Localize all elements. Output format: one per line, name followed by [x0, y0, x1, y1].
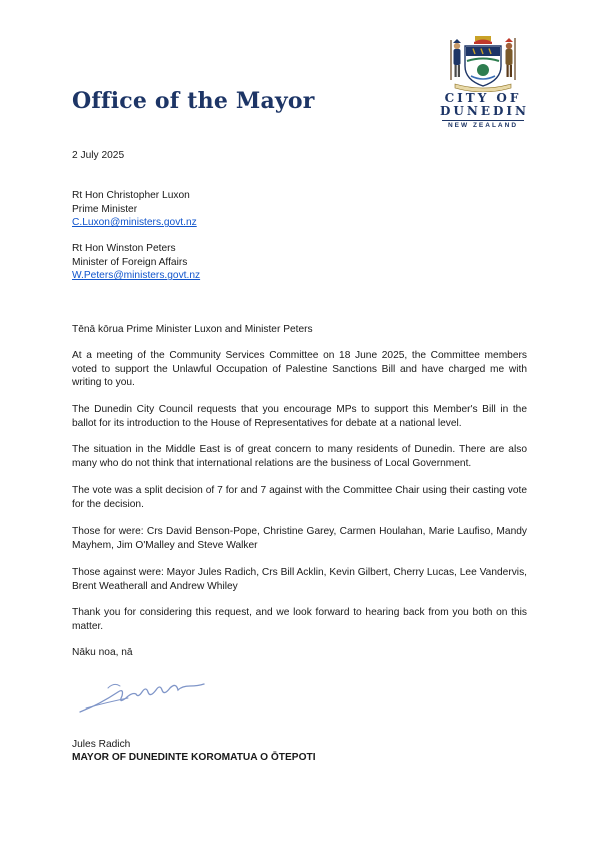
logo-dunedin: DUNEDIN — [440, 104, 529, 118]
logo-city-of: CITY OF — [444, 91, 522, 105]
letter-date: 2 July 2025 — [72, 150, 125, 161]
paragraph: At a meeting of the Community Services Committee on 18 June 2025, the Committee members voted to support the Unlawful Occupation of Palestine Sanctions Bill and have charged me with writing to you. — [72, 350, 527, 389]
recipient-name: Rt Hon Christopher Luxon — [72, 190, 190, 201]
closing: Nāku noa, nā — [72, 647, 133, 658]
paragraph: Those for were: Crs David Benson-Pope, Christine Garey, Carmen Houlahan, Marie Laufiso, Mandy Mayhem, Jim O'Malley and Steve Walker — [72, 526, 527, 551]
paragraph: The vote was a split decision of 7 for and 7 against with the Committee Chair using their casting vote for the decision. — [72, 485, 527, 510]
signatory-name: Jules Radich — [72, 739, 131, 750]
recipient-email-link[interactable]: C.Luxon@ministers.govt.nz — [72, 217, 197, 229]
signatory-title: MAYOR OF DUNEDINTE KOROMATUA O ŌTEPOTI — [72, 752, 316, 763]
coat-of-arms-icon — [447, 34, 519, 92]
logo-new-zealand: NEW ZEALAND — [447, 122, 519, 129]
recipient-email-link[interactable]: W.Peters@ministers.govt.nz — [72, 270, 201, 282]
paragraph: Those against were: Mayor Jules Radich, Crs Bill Acklin, Kevin Gilbert, Cherry Lucas, Lee Vandervis, Brent Weatherall and Andrew Whiley — [72, 567, 527, 592]
recipient-block-2 — [72, 242, 527, 283]
recipient-name: Rt Hon Winston Peters — [72, 243, 176, 254]
recipient-role: Minister of Foreign Affairs — [72, 256, 188, 268]
salutation: Tēnā kōrua Prime Minister Luxon and Minister Peters — [72, 324, 313, 335]
paragraph: Thank you for considering this request, and we look forward to hearing back from you both on this matter. — [72, 607, 527, 632]
recipient-block-1 — [72, 189, 527, 230]
city-logo — [440, 34, 529, 130]
recipient-role: Prime Minister — [72, 203, 138, 215]
signature-icon — [78, 678, 208, 716]
paragraph: The situation in the Middle East is of great concern to many residents of Dunedin. There are also many who do not think that international relations are the business of Local Government. — [72, 444, 527, 469]
paragraph: The Dunedin City Council requests that you encourage MPs to support this Member's Bill in the ballot for its introduction to the House of Representatives for debate at a national level. — [72, 404, 527, 429]
page-title: Office of the Mayor — [72, 88, 315, 114]
